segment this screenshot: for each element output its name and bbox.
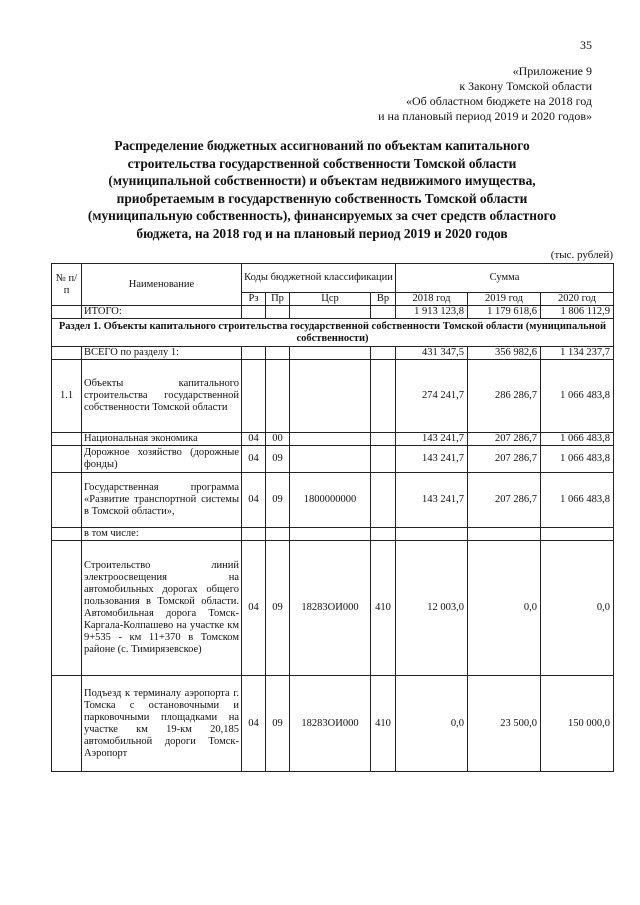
row-num bbox=[52, 473, 82, 528]
row-pr bbox=[266, 528, 290, 541]
header-csr: Цср bbox=[290, 293, 371, 306]
row-2020: 1 066 483,8 bbox=[541, 433, 614, 446]
row-name: Дорожное хозяйство (дорожные фонды) bbox=[82, 446, 242, 473]
row-2019 bbox=[468, 528, 541, 541]
row-2020: 1 066 483,8 bbox=[541, 446, 614, 473]
row-csr: 18283ОИ000 bbox=[290, 541, 371, 676]
row-rz: 04 bbox=[242, 433, 266, 446]
annex-line: «Об областном бюджете на 2018 год bbox=[406, 94, 592, 108]
row-csr bbox=[290, 446, 371, 473]
annex-line: и на плановый период 2019 и 2020 годов» bbox=[378, 109, 592, 123]
header-2020: 2020 год bbox=[541, 293, 614, 306]
title-line: (муниципальную собственность), финансируемых за счет средств областного bbox=[87, 208, 557, 224]
row-csr bbox=[290, 528, 371, 541]
total-label: ИТОГО: bbox=[82, 306, 242, 319]
row-rz: 04 bbox=[242, 446, 266, 473]
row-2019: 23 500,0 bbox=[468, 676, 541, 772]
row-num bbox=[52, 541, 82, 676]
row-rz: 04 bbox=[242, 676, 266, 772]
row-rz bbox=[242, 347, 266, 360]
section-title: Раздел 1. Объекты капитального строительства государственной собственности Томской области (муниципальной собственности) bbox=[52, 319, 614, 347]
table-row bbox=[52, 541, 614, 676]
annex-line: к Закону Томской области bbox=[459, 79, 592, 93]
row-pr: 00 bbox=[266, 433, 290, 446]
row-rz: 04 bbox=[242, 473, 266, 528]
table-row bbox=[52, 676, 614, 772]
table-row bbox=[52, 347, 614, 360]
row-pr bbox=[266, 347, 290, 360]
row-2019: 356 982,6 bbox=[468, 347, 541, 360]
row-2018: 143 241,7 bbox=[396, 473, 468, 528]
row-2020: 0,0 bbox=[541, 541, 614, 676]
row-name: Государственная программа «Развитие транспортной системы в Томской области», bbox=[82, 473, 242, 528]
row-num bbox=[52, 446, 82, 473]
row-vr bbox=[371, 433, 396, 446]
row-csr bbox=[290, 433, 371, 446]
row-name: в том числе: bbox=[82, 528, 242, 541]
row-2019: 207 286,7 bbox=[468, 473, 541, 528]
row-rz bbox=[242, 528, 266, 541]
row-2020: 150 000,0 bbox=[541, 676, 614, 772]
header-codes: Коды бюджетной классификации bbox=[242, 264, 396, 293]
row-pr bbox=[266, 360, 290, 433]
row-2020 bbox=[541, 528, 614, 541]
row-pr: 09 bbox=[266, 446, 290, 473]
row-vr bbox=[371, 446, 396, 473]
title-line: (муниципальной собственности) и объектам недвижимого имущества, bbox=[108, 173, 536, 189]
table-row bbox=[52, 528, 614, 541]
header-rz: Рз bbox=[242, 293, 266, 306]
document-title bbox=[60, 137, 584, 243]
row-2019: 207 286,7 bbox=[468, 446, 541, 473]
table-row bbox=[52, 446, 614, 473]
header-2018: 2018 год bbox=[396, 293, 468, 306]
row-rz bbox=[242, 360, 266, 433]
title-line: приобретаемым в государственную собственность Томской области bbox=[116, 190, 528, 206]
row-num bbox=[52, 433, 82, 446]
row-vr: 410 bbox=[371, 676, 396, 772]
row-2018: 0,0 bbox=[396, 676, 468, 772]
row-num: 1.1 bbox=[52, 360, 82, 433]
section-row bbox=[52, 319, 614, 347]
row-vr: 410 bbox=[371, 541, 396, 676]
row-2018: 143 241,7 bbox=[396, 433, 468, 446]
row-csr bbox=[290, 360, 371, 433]
header-sum: Сумма bbox=[396, 264, 614, 293]
row-vr bbox=[371, 528, 396, 541]
row-rz: 04 bbox=[242, 541, 266, 676]
row-2020: 1 134 237,7 bbox=[541, 347, 614, 360]
header-2019: 2019 год bbox=[468, 293, 541, 306]
row-name: ВСЕГО по разделу 1: bbox=[82, 347, 242, 360]
row-vr bbox=[371, 473, 396, 528]
title-line: строительства государственной собственности Томской области bbox=[127, 155, 517, 171]
table-row bbox=[52, 473, 614, 528]
units-label: (тыс. рублей) bbox=[550, 249, 613, 261]
row-csr bbox=[290, 347, 371, 360]
row-2018: 431 347,5 bbox=[396, 347, 468, 360]
row-csr: 1800000000 bbox=[290, 473, 371, 528]
row-name: Национальная экономика bbox=[82, 433, 242, 446]
page-number: 35 bbox=[580, 38, 592, 52]
total-row bbox=[52, 306, 614, 319]
budget-table bbox=[51, 263, 614, 772]
row-vr bbox=[371, 347, 396, 360]
row-csr: 18283ОИ000 bbox=[290, 676, 371, 772]
row-2018: 274 241,7 bbox=[396, 360, 468, 433]
row-name: Объекты капитального строительства государственной собственности Томской области bbox=[82, 360, 242, 433]
title-line: Распределение бюджетных ассигнований по объектам капитального bbox=[114, 138, 530, 153]
header-vr: Вр bbox=[371, 293, 396, 306]
total-2019: 1 179 618,6 bbox=[468, 306, 541, 319]
table-row bbox=[52, 360, 614, 433]
row-num bbox=[52, 347, 82, 360]
row-2019: 286 286,7 bbox=[468, 360, 541, 433]
row-2020: 1 066 483,8 bbox=[541, 473, 614, 528]
row-2019: 207 286,7 bbox=[468, 433, 541, 446]
annex-line: «Приложение 9 bbox=[512, 64, 592, 78]
row-pr: 09 bbox=[266, 541, 290, 676]
header-pr: Пр bbox=[266, 293, 290, 306]
header-num: № п/п bbox=[52, 264, 82, 306]
annex-header bbox=[272, 64, 592, 124]
row-name: Строительство линий электроосвещения на автомобильных дорогах общего пользования в Томской области. Автомобильная дорога Томск-Каргала-Колпашево на участке км 9+535 - км 11+370 в Томском районе (с. Тимирязевское) bbox=[82, 541, 242, 676]
row-name: Подъезд к терминалу аэропорта г. Томска с остановочными и парковочными площадками на участке км 19-км 20,185 автомобильной дороги Томск-Аэропорт bbox=[82, 676, 242, 772]
row-num bbox=[52, 676, 82, 772]
table-row bbox=[52, 433, 614, 446]
header-name: Наименование bbox=[82, 264, 242, 306]
row-2018: 12 003,0 bbox=[396, 541, 468, 676]
total-2018: 1 913 123,8 bbox=[396, 306, 468, 319]
title-line: бюджета, на 2018 год и на плановый период 2019 и 2020 годов bbox=[136, 225, 508, 241]
total-2020: 1 806 112,9 bbox=[541, 306, 614, 319]
row-pr: 09 bbox=[266, 473, 290, 528]
row-num bbox=[52, 528, 82, 541]
row-2019: 0,0 bbox=[468, 541, 541, 676]
row-pr: 09 bbox=[266, 676, 290, 772]
row-2018: 143 241,7 bbox=[396, 446, 468, 473]
row-2020: 1 066 483,8 bbox=[541, 360, 614, 433]
row-vr bbox=[371, 360, 396, 433]
row-2018 bbox=[396, 528, 468, 541]
